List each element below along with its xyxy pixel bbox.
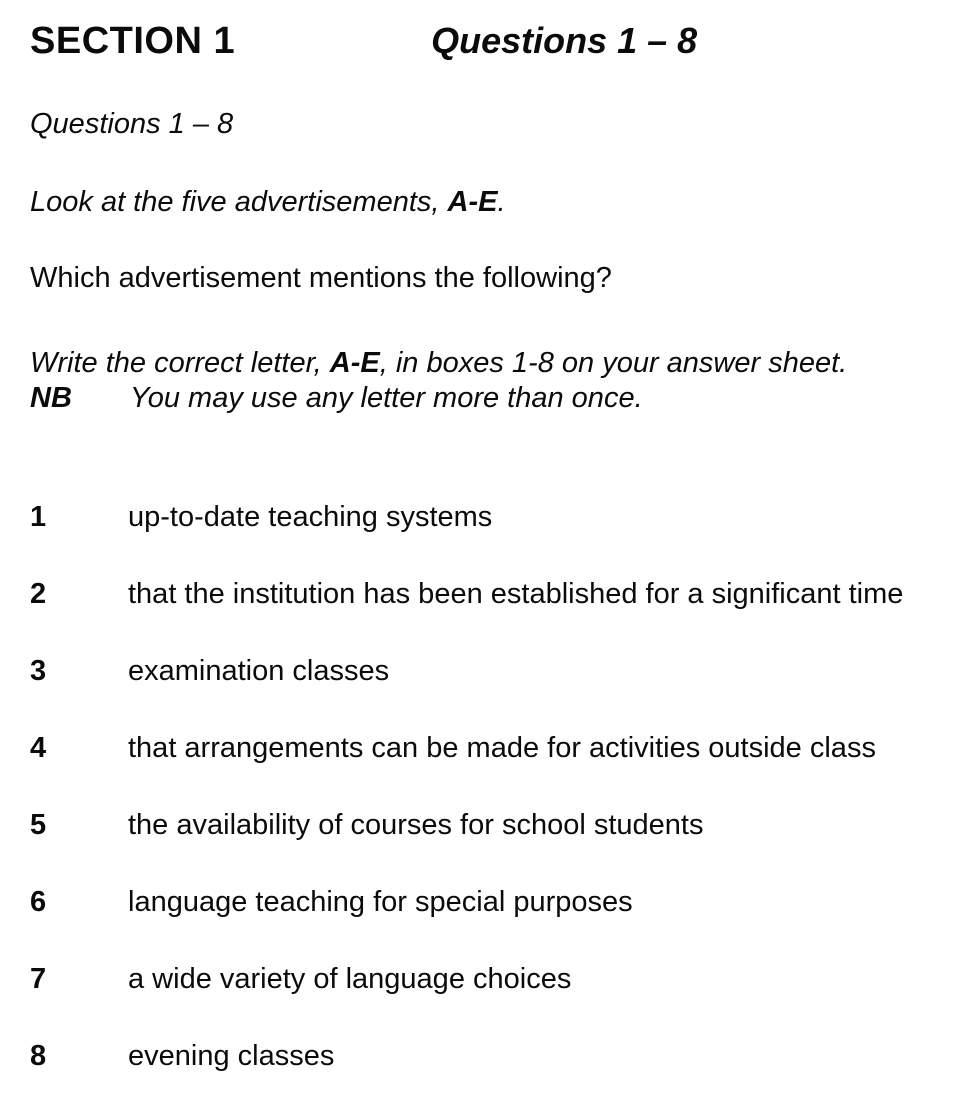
- write-letter-instruction: [30, 346, 958, 416]
- question-text: the availability of courses for school students: [128, 809, 704, 841]
- question-number: 5: [30, 809, 47, 841]
- write-letter-prefix: Write the correct letter,: [30, 347, 330, 379]
- which-advertisement-question: Which advertisement mentions the following?: [30, 262, 612, 294]
- look-at-instruction: [30, 185, 958, 220]
- write-letter-suffix: , in boxes 1-8 on your answer sheet.: [379, 347, 848, 379]
- question-text: that arrangements can be made for activities outside class: [128, 732, 876, 764]
- question-number: 3: [30, 655, 47, 687]
- question-item-6: [30, 885, 962, 962]
- question-number: 7: [30, 963, 47, 995]
- nb-note-line: [30, 381, 958, 416]
- look-at-instruction-prefix: Look at the five advertisements,: [30, 186, 448, 218]
- write-letter-letters: A-E: [329, 347, 380, 379]
- question-number: 2: [30, 578, 47, 610]
- question-number: 1: [30, 501, 47, 533]
- question-item-4: [30, 731, 962, 808]
- question-number: 8: [30, 1040, 47, 1072]
- question-text: language teaching for special purposes: [128, 886, 633, 918]
- look-at-instruction-letters: A-E: [447, 186, 498, 218]
- write-letter-line: [30, 346, 958, 381]
- question-item-3: [30, 654, 962, 731]
- question-item-7: [30, 962, 962, 1039]
- header-questions-range: Questions 1 – 8: [431, 20, 698, 61]
- question-list: [30, 500, 962, 1116]
- question-text: evening classes: [128, 1040, 335, 1072]
- question-item-2: [30, 577, 962, 654]
- question-text: a wide variety of language choices: [128, 963, 572, 995]
- nb-label: NB: [30, 382, 72, 414]
- question-text: that the institution has been established for a significant time: [128, 578, 904, 610]
- nb-note-text: You may use any letter more than once.: [130, 382, 643, 414]
- look-at-instruction-suffix: .: [497, 186, 506, 218]
- questions-range-subheading: Questions 1 – 8: [30, 108, 234, 140]
- question-text: examination classes: [128, 655, 390, 687]
- question-text: up-to-date teaching systems: [128, 501, 493, 533]
- question-number: 6: [30, 886, 47, 918]
- section-title: SECTION 1: [30, 20, 236, 62]
- question-item-5: [30, 808, 962, 885]
- question-item-1: [30, 500, 962, 577]
- question-number: 4: [30, 732, 47, 764]
- question-item-8: [30, 1039, 962, 1116]
- page-header: [30, 20, 958, 63]
